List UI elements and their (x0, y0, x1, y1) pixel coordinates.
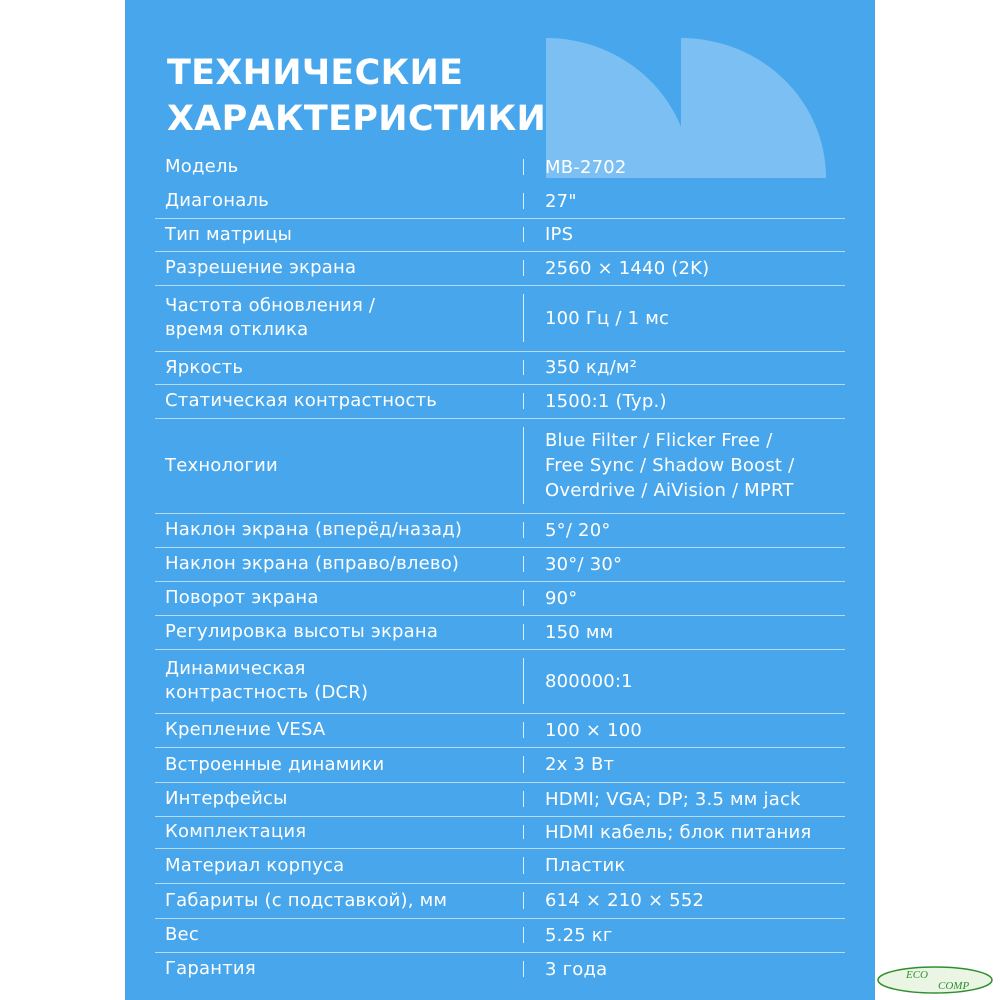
spec-label (165, 649, 525, 713)
spec-row (125, 816, 875, 848)
spec-label-text: Яркость (165, 356, 244, 378)
ecocomp-logo (876, 966, 994, 994)
spec-row (125, 713, 875, 747)
spec-label (165, 218, 525, 251)
column-divider (523, 227, 524, 242)
spec-value-text: MB-2702 (545, 156, 627, 178)
spec-value-text: 2x 3 Вт (545, 754, 615, 775)
spec-label-text: Наклон экрана (вправо/влево) (165, 553, 460, 574)
spec-value-text: 100 Гц / 1 мс (545, 307, 670, 329)
spec-value (545, 218, 870, 251)
spec-label-text: Модель (165, 156, 239, 177)
spec-label (165, 150, 525, 184)
spec-label (165, 918, 525, 952)
spec-row (125, 883, 875, 918)
spec-label-text: Поворот экрана (165, 587, 319, 608)
spec-value-text: 800000:1 (545, 670, 633, 692)
spec-row (125, 747, 875, 782)
spec-row (125, 848, 875, 883)
spec-label (165, 747, 525, 782)
spec-label-text: Интерфейсы (165, 788, 288, 809)
spec-row (125, 285, 875, 351)
spec-value (545, 384, 870, 418)
spec-value (545, 184, 870, 218)
column-divider (523, 658, 524, 704)
column-divider (523, 927, 524, 943)
spec-value (545, 649, 870, 713)
spec-value-text: IPS (545, 224, 574, 245)
spec-label-text: Разрешение экрана (165, 257, 357, 278)
page-title-line-1: ТЕХНИЧЕСКИЕ (167, 53, 464, 93)
spec-row (125, 251, 875, 285)
spec-row (125, 782, 875, 816)
spec-label (165, 952, 525, 986)
spec-value (545, 883, 870, 918)
spec-row (125, 418, 875, 513)
spec-value-text: HDMI; VGA; DP; 3.5 мм jack (545, 788, 801, 810)
spec-label-text: Комплектация (165, 821, 307, 842)
column-divider (523, 791, 524, 807)
column-divider (523, 360, 524, 375)
spec-label (165, 615, 525, 649)
column-divider (523, 427, 524, 504)
spec-label (165, 782, 525, 816)
column-divider (523, 556, 524, 572)
column-divider (523, 294, 524, 342)
spec-value-text: 150 мм (545, 621, 614, 643)
spec-value (545, 713, 870, 747)
spec-row (125, 649, 875, 713)
spec-sheet-panel (125, 0, 875, 1000)
spec-value (545, 615, 870, 649)
ecocomp-logo-line-2: COMP (938, 980, 970, 992)
spec-value (545, 918, 870, 952)
spec-value-text: 5.25 кг (545, 924, 613, 946)
spec-value (545, 418, 870, 513)
spec-label-text: Вес (165, 924, 199, 945)
spec-row (125, 952, 875, 986)
spec-label-text: Габариты (с подставкой), мм (165, 889, 448, 911)
spec-row (125, 547, 875, 581)
spec-value-text: 350 кд/м² (545, 357, 638, 378)
spec-value-text: 90° (545, 587, 578, 609)
column-divider (523, 756, 524, 773)
spec-row (125, 351, 875, 384)
spec-label-text: Регулировка высоты экрана (165, 621, 439, 642)
ecocomp-logo-line-1: ECO (906, 969, 928, 981)
spec-label-text: Частота обновления / время отклика (165, 295, 376, 340)
spec-label-text: Крепление VESA (165, 719, 326, 740)
spec-value-text: 100 × 100 (545, 719, 643, 741)
spec-label-text: Статическая контрастность (165, 390, 438, 411)
spec-value (545, 747, 870, 782)
column-divider (523, 825, 524, 839)
spec-value (545, 251, 870, 285)
spec-row (125, 513, 875, 547)
spec-value (545, 848, 870, 883)
spec-label (165, 184, 525, 218)
spec-row (125, 918, 875, 952)
spec-label (165, 418, 525, 513)
spec-value-text: 1500:1 (Typ.) (545, 390, 667, 412)
spec-label-text: Тип матрицы (165, 223, 293, 245)
spec-label-text: Динамическая контрастность (DCR) (165, 658, 369, 703)
spec-row (125, 384, 875, 418)
column-divider (523, 522, 524, 538)
column-divider (523, 857, 524, 874)
spec-value-text: 27" (545, 190, 577, 212)
column-divider (523, 961, 524, 977)
page-title (167, 50, 546, 142)
spec-value-text: 3 года (545, 958, 608, 980)
spec-value (545, 952, 870, 986)
spec-value-text: 5°/ 20° (545, 519, 611, 541)
spec-label-text: Материал корпуса (165, 854, 345, 876)
spec-row (125, 184, 875, 218)
column-divider (523, 624, 524, 640)
column-divider (523, 892, 524, 909)
column-divider (523, 260, 524, 276)
spec-label (165, 816, 525, 848)
spec-value (545, 782, 870, 816)
spec-value (545, 150, 870, 184)
spec-label (165, 285, 525, 351)
spec-label (165, 848, 525, 883)
spec-value (545, 513, 870, 547)
spec-value-text: 2560 × 1440 (2K) (545, 257, 710, 279)
spec-label-text: Встроенные динамики (165, 753, 385, 775)
spec-label (165, 513, 525, 547)
spec-label (165, 384, 525, 418)
spec-value (545, 547, 870, 581)
spec-label (165, 547, 525, 581)
column-divider (523, 393, 524, 409)
spec-label-text: Диагональ (165, 190, 269, 211)
spec-value (545, 581, 870, 615)
spec-value-text: 614 × 210 × 552 (545, 890, 705, 911)
spec-label-text: Наклон экрана (вперёд/назад) (165, 519, 463, 540)
column-divider (523, 590, 524, 606)
spec-table (125, 150, 875, 986)
spec-value (545, 285, 870, 351)
spec-value-text: 30°/ 30° (545, 553, 623, 575)
column-divider (523, 722, 524, 738)
spec-label-text: Гарантия (165, 958, 256, 979)
spec-value (545, 351, 870, 384)
spec-value-text: HDMI кабель; блок питания (545, 821, 812, 843)
spec-label (165, 581, 525, 615)
spec-label (165, 713, 525, 747)
spec-value-text: Пластик (545, 855, 626, 876)
spec-label-text: Технологии (165, 454, 278, 476)
spec-label (165, 351, 525, 384)
spec-label (165, 883, 525, 918)
spec-value-text: Blue Filter / Flicker Free / Free Sync / Shadow Boost / Overdrive / AiVision / MPRT (545, 430, 795, 501)
spec-row (125, 581, 875, 615)
spec-row (125, 218, 875, 251)
spec-row (125, 150, 875, 184)
column-divider (523, 159, 524, 175)
spec-label (165, 251, 525, 285)
page-title-line-2: ХАРАКТЕРИСТИКИ (167, 99, 547, 139)
spec-row (125, 615, 875, 649)
spec-value (545, 816, 870, 848)
column-divider (523, 193, 524, 209)
